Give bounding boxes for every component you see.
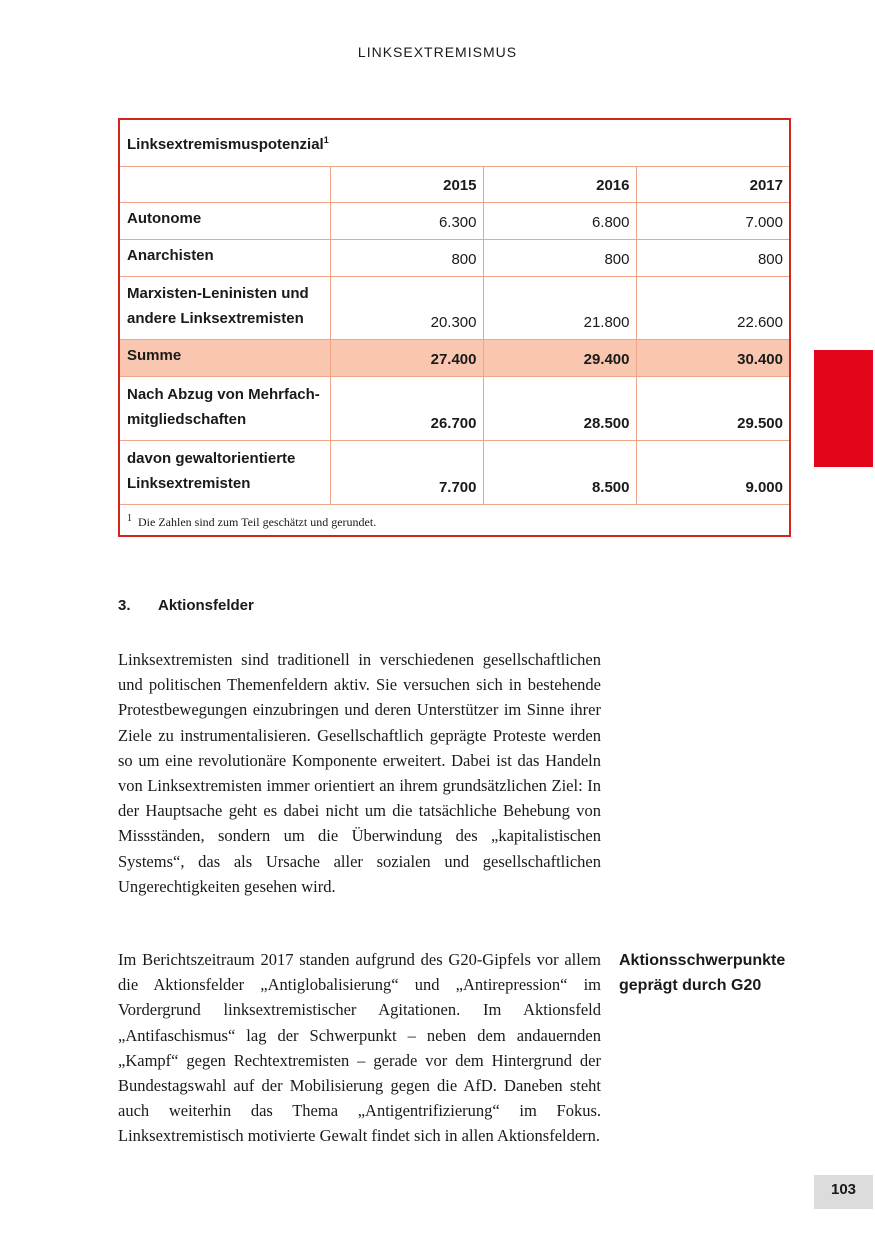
row-value: 29.400 [483, 339, 636, 376]
row-label-line: Nach Abzug von Mehrfach- [127, 385, 320, 403]
header-blank-cell [120, 166, 330, 202]
margin-note-line: Aktionsschwerpunkte [619, 952, 786, 969]
table-footnote [120, 504, 789, 539]
table-title [120, 120, 789, 166]
row-value: 29.500 [636, 376, 789, 440]
page-number: 103 [814, 1175, 873, 1209]
footnote-mark: 1 [323, 134, 329, 145]
row-label-line: Marxisten-Leninisten und [127, 284, 309, 302]
margin-note [619, 948, 799, 998]
row-label: Summe [120, 339, 330, 376]
section-title: Aktionsfelder [158, 597, 254, 614]
row-label-line: andere Linksextremisten [127, 309, 304, 327]
row-value: 800 [330, 239, 483, 276]
row-label: Anarchisten [120, 239, 330, 276]
margin-note-line: geprägt durch G20 [619, 977, 762, 994]
table-row [120, 440, 789, 504]
row-value: 21.800 [483, 276, 636, 339]
row-label [120, 440, 330, 504]
row-label [120, 276, 330, 339]
row-value: 26.700 [330, 376, 483, 440]
row-value: 30.400 [636, 339, 789, 376]
extremism-potential-table [118, 118, 791, 537]
footnote-text: Die Zahlen sind zum Teil geschätzt und gerundet. [138, 514, 377, 529]
row-value: 7.700 [330, 440, 483, 504]
data-table [120, 120, 789, 539]
red-chapter-tab [814, 350, 873, 467]
body-paragraph: Linksextremisten sind traditionell in verschiedenen gesellschaftlichen und politischen Themenfeldern aktiv. Sie versuchen sich in bestehende Protestbewegungen einzubringen und deren Unterstützer im Sinne ihrer Ziele zu instrumentalisieren. Gesellschaftlich geprägte Proteste werden so um eine revolutionäre Komponente erweitert. Dabei ist das Handeln von Linksextremisten immer orientiert an ihrem grundsätzlichen Ziel: In der Hauptsache geht es dabei nicht um die tatsächliche Behebung von Missständen, sondern um die Überwindung des „kapitalistischen Systems“, das als Ursache aller sozialen und gesellschaftlichen Ungerechtigkeiten gesehen wird. [118, 650, 601, 896]
body-paragraph: Im Berichtszeitraum 2017 standen aufgrund des G20-Gipfels vor allem die Aktionsfelder „Antiglobalisierung“ und „Antirepression“ im Vordergrund linksextremistischer Agitationen. Im Aktionsfeld „Antifaschismus“ lag der Schwerpunkt – neben dem andauernden „Kampf“ gegen Rechtextremisten – gerade vor dem Hintergrund der Bundestagswahl auf der Mobilisierung gegen die AfD. Daneben steht auch weiterhin das Thema „Antigentrifizierung“ im Fokus. Linksextremistisch motivierte Gewalt findet sich in allen Aktionsfeldern. [118, 950, 601, 1146]
section-number: 3. [118, 597, 131, 614]
table-footnote-row [120, 504, 789, 539]
row-value: 6.800 [483, 202, 636, 239]
year-header: 2016 [483, 166, 636, 202]
year-header: 2015 [330, 166, 483, 202]
sum-row [120, 339, 789, 376]
table-row [120, 202, 789, 239]
row-value: 7.000 [636, 202, 789, 239]
row-value: 6.300 [330, 202, 483, 239]
table-row [120, 239, 789, 276]
row-value: 20.300 [330, 276, 483, 339]
row-value: 9.000 [636, 440, 789, 504]
row-label-line: davon gewaltorientierte [127, 449, 296, 467]
row-value: 22.600 [636, 276, 789, 339]
row-value: 800 [483, 239, 636, 276]
row-value: 8.500 [483, 440, 636, 504]
section-heading [118, 597, 254, 614]
table-header-row [120, 166, 789, 202]
row-value: 27.400 [330, 339, 483, 376]
row-label: Autonome [120, 202, 330, 239]
row-label [120, 376, 330, 440]
row-label-line: mitgliedschaften [127, 410, 247, 428]
year-header: 2017 [636, 166, 789, 202]
running-head: LINKSEXTREMISMUS [357, 44, 518, 60]
table-row [120, 276, 789, 339]
footnote-mark: 1 [127, 512, 132, 524]
table-title-text: Linksextremismuspotenzial [127, 135, 324, 153]
row-value: 28.500 [483, 376, 636, 440]
row-value: 800 [636, 239, 789, 276]
table-row [120, 376, 789, 440]
row-label-line: Linksextremisten [127, 474, 251, 492]
table-title-row [120, 120, 789, 166]
